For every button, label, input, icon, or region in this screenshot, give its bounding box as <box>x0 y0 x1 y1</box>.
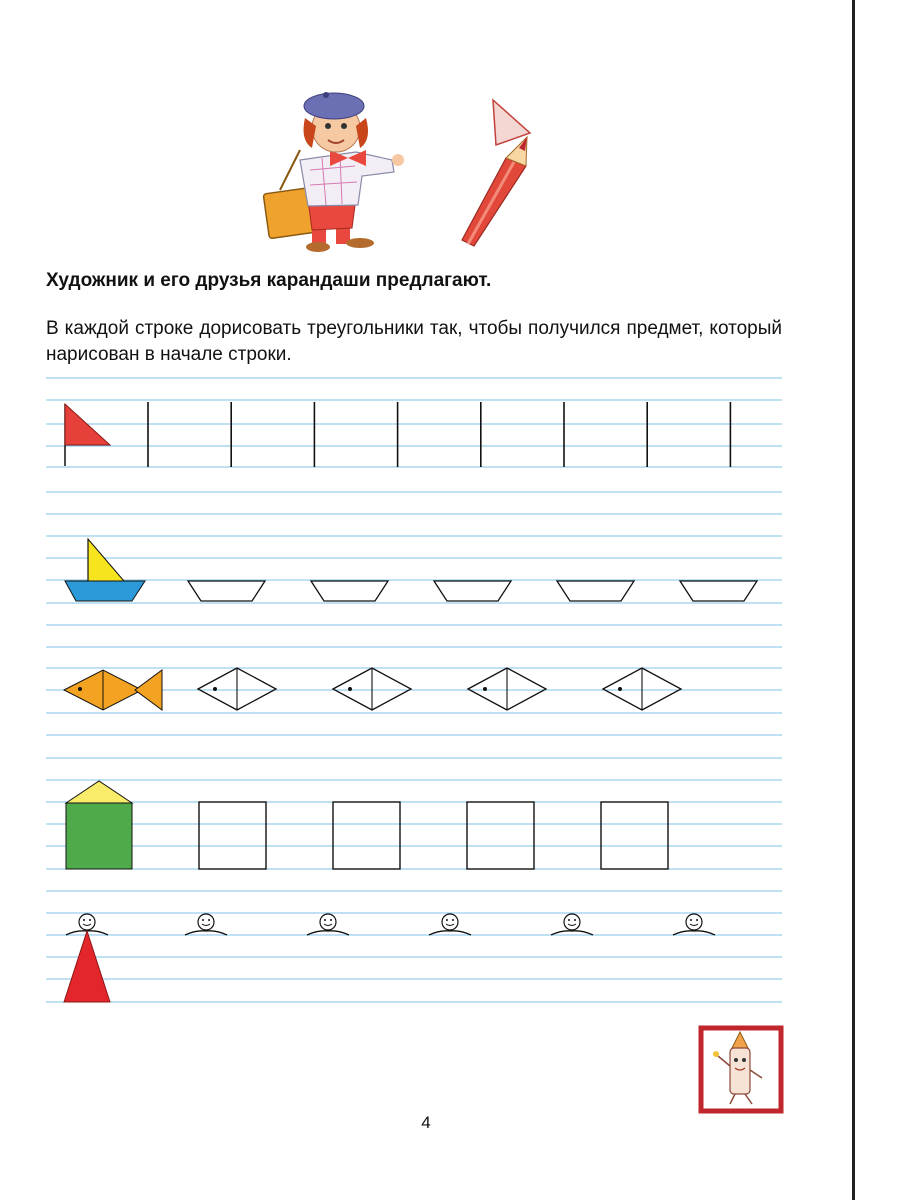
girl-eye <box>574 919 576 921</box>
girl-head-blank <box>442 914 458 930</box>
girl-arms <box>307 931 349 935</box>
girl-blanks <box>185 914 715 935</box>
girl-eye <box>690 919 692 921</box>
corner-pencil-icon <box>701 1028 781 1111</box>
girl-head-blank <box>686 914 702 930</box>
boat-hull-blank <box>557 581 634 601</box>
girl-head-blank <box>198 914 214 930</box>
girl-eye <box>208 919 210 921</box>
boat-hull-blank <box>311 581 388 601</box>
boat-blanks <box>188 581 757 601</box>
girl-arms <box>429 931 471 935</box>
flag-blanks <box>148 402 730 467</box>
pencil-icon <box>462 100 530 246</box>
fish-sample <box>64 670 162 710</box>
house-wall-blank <box>601 802 668 869</box>
house-sample <box>66 781 132 869</box>
flag-sample <box>65 404 110 466</box>
girl-eye <box>696 919 698 921</box>
girl-eye <box>330 919 332 921</box>
boat-hull-blank <box>680 581 757 601</box>
page-number: 4 <box>421 1113 431 1132</box>
girl-head-blank <box>320 914 336 930</box>
house-wall-blank <box>333 802 400 869</box>
fish-eye <box>348 687 352 691</box>
house-blanks <box>199 802 668 869</box>
girl-arms <box>185 931 227 935</box>
girl-arms <box>551 931 593 935</box>
boat-hull-blank <box>188 581 265 601</box>
page-heading: Художник и его друзья карандаши предлагают. <box>46 270 492 291</box>
boat-sample <box>65 539 145 601</box>
girl-eye <box>446 919 448 921</box>
fish-eye <box>483 687 487 691</box>
house-wall-blank <box>199 802 266 869</box>
girl-head-blank <box>564 914 580 930</box>
girl-eye <box>452 919 454 921</box>
girl-eye <box>324 919 326 921</box>
fish-blanks <box>198 668 681 710</box>
house-wall-blank <box>467 802 534 869</box>
task-instruction: В каждой строке дорисовать треугольники так, чтобы получился предмет, который нарисован в начале строки. <box>46 318 782 365</box>
fish-eye <box>213 687 217 691</box>
girl-eye <box>202 919 204 921</box>
girl-eye <box>568 919 570 921</box>
fish-eye <box>618 687 622 691</box>
girl-sample <box>64 914 110 1002</box>
girl-arms <box>673 931 715 935</box>
artist-icon <box>263 92 404 252</box>
boat-hull-blank <box>434 581 511 601</box>
